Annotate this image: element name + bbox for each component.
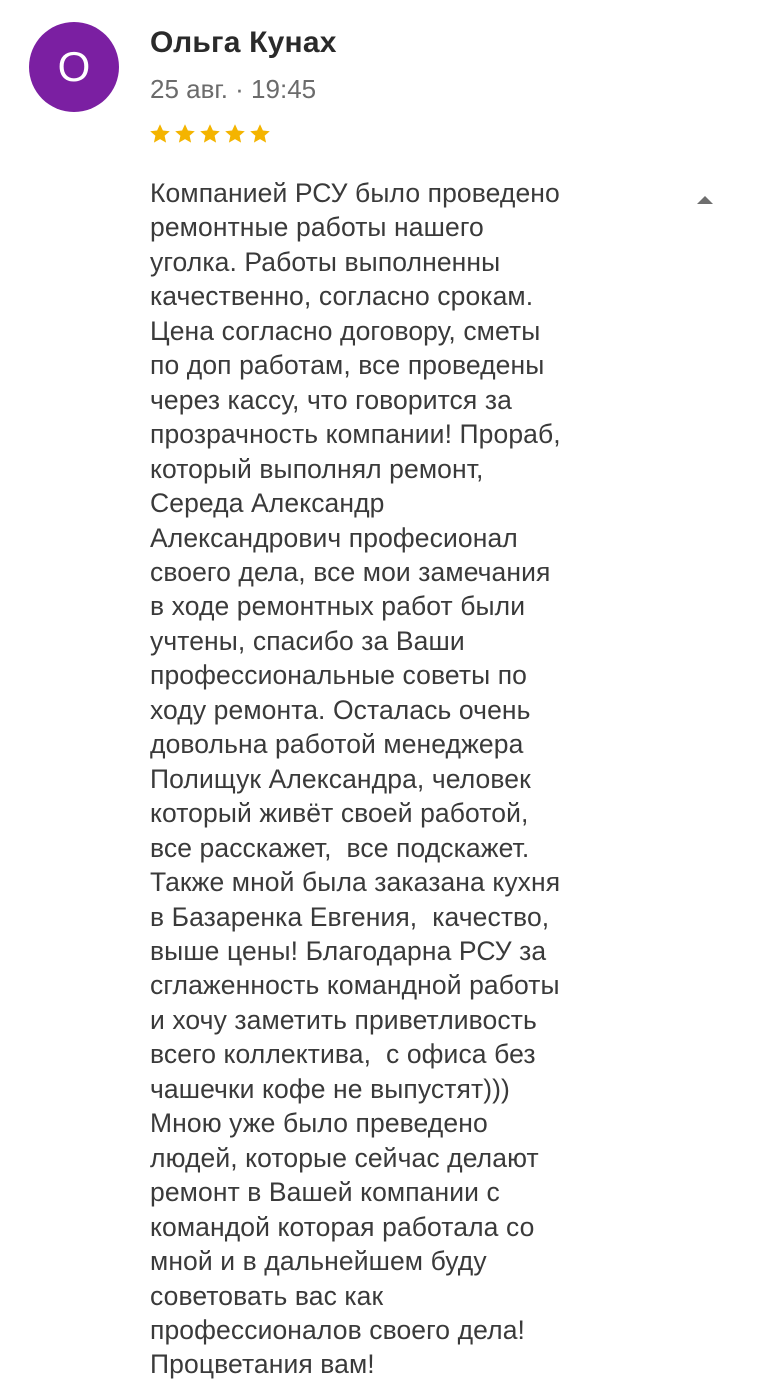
caret-up-icon bbox=[690, 184, 720, 214]
star-icon bbox=[148, 122, 172, 146]
author-name[interactable]: Ольга Кунах bbox=[150, 26, 337, 59]
star-icon bbox=[223, 122, 247, 146]
review-text: Компанией РСУ было проведено ремонтные работы нашего уголка. Работы выполненны качественно, согласно срокам. Цена согласно договору, сметы по доп работам, все проведены через кассу, что говорится за прозрачность компании! Прораб, который выполнял ремонт, Середа Александр Александрович професионал своего дела, все мои замечания в ходе ремонтных работ были учтены, спасибо за Ваши профессиональные советы по ходу ремонта. Осталась очень довольна работой менеджера Полищук Александра, человек который живёт своей работой, все расскажет, все подскажет. Также мной была заказана кухня в Базаренка Евгения, качество, выше цены! Благодарна РСУ за сглаженность командной работы и хочу заметить приветливость всего коллектива, с офиса без чашечки кофе не выпустят))) Мною уже было преведено людей, которые сейчас делают ремонт в Вашей компании с командой которая работала со мной и в дальнейшем буду советовать вас как профессионалов своего дела! Процветания вам! bbox=[150, 178, 561, 1380]
star-rating bbox=[148, 122, 272, 146]
author-avatar[interactable]: О bbox=[29, 22, 119, 112]
star-icon bbox=[173, 122, 197, 146]
review-date: 25 авг. · 19:45 bbox=[150, 74, 317, 104]
collapse-review-button[interactable] bbox=[690, 184, 720, 214]
star-icon bbox=[198, 122, 222, 146]
star-icon bbox=[248, 122, 272, 146]
